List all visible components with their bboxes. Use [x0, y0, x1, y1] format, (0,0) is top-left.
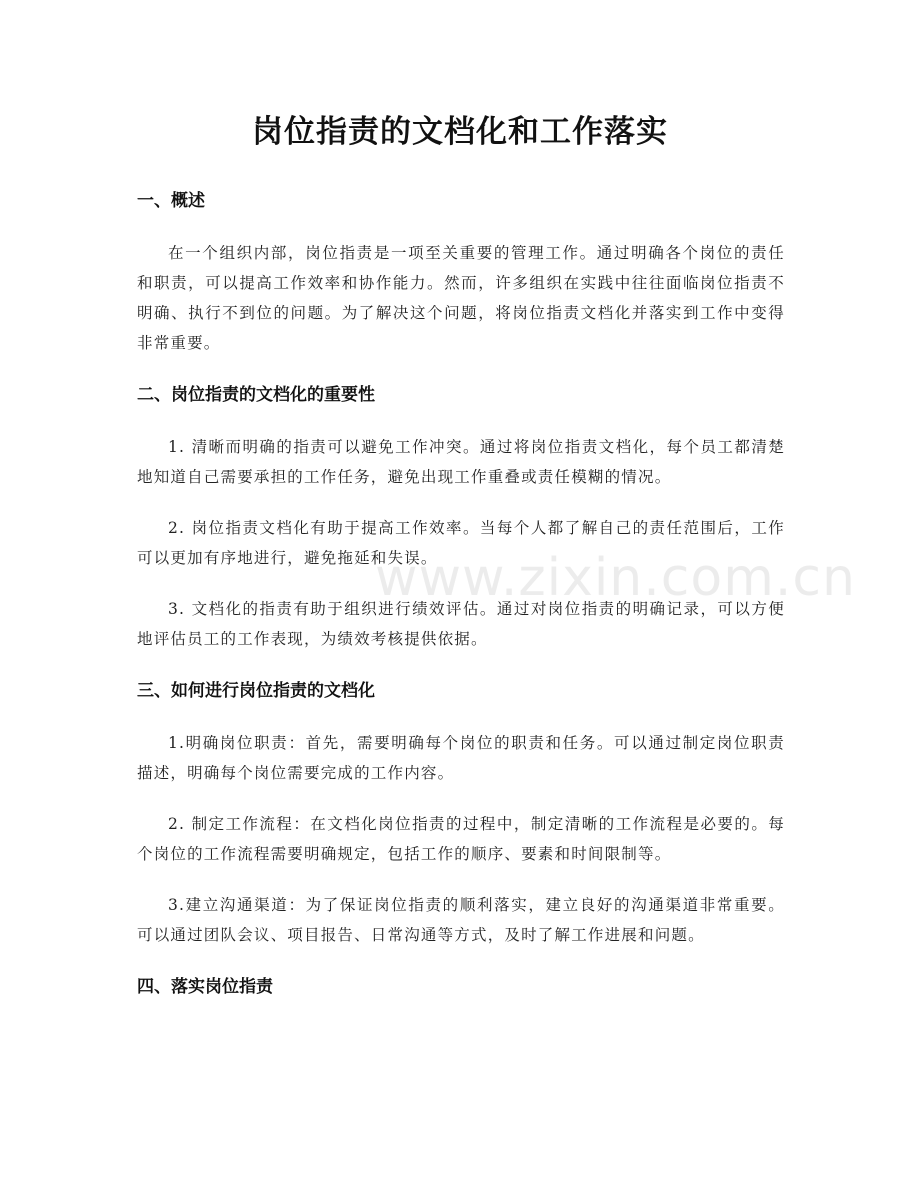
paragraph: 3.建立沟通渠道：为了保证岗位指责的顺利落实，建立良好的沟通渠道非常重要。可以通过团队会议、项目报告、日常沟通等方式，及时了解工作进展和问题。: [137, 896, 785, 944]
document-title: 岗位指责的文档化和工作落实: [252, 114, 668, 150]
watermark: www.zixin.com.cn: [375, 548, 856, 608]
paragraph: 3. 文档化的指责有助于组织进行绩效评估。通过对岗位指责的明确记录，可以方便地评估员工的工作表现，为绩效考核提供依据。: [137, 600, 785, 648]
document-body: [137, 186, 785, 1002]
paragraph: 2. 制定工作流程：在文档化岗位指责的过程中，制定清晰的工作流程是必要的。每个岗位的工作流程需要明确规定，包括工作的顺序、要素和时间限制等。: [137, 815, 785, 863]
paragraph: 在一个组织内部，岗位指责是一项至关重要的管理工作。通过明确各个岗位的责任和职责，可以提高工作效率和协作能力。然而，许多组织在实践中往往面临岗位指责不明确、执行不到位的问题。为了解决这个问题，将岗位指责文档化并落实到工作中变得非常重要。: [137, 244, 785, 352]
section-heading-importance: 二、岗位指责的文档化的重要性: [137, 385, 375, 405]
section-heading-overview: 一、概述: [137, 191, 205, 211]
section-heading-how-to: 三、如何进行岗位指责的文档化: [137, 681, 375, 701]
paragraph: 1. 清晰而明确的指责可以避免工作冲突。通过将岗位指责文档化，每个员工都清楚地知道自己需要承担的工作任务，避免出现工作重叠或责任模糊的情况。: [137, 438, 785, 486]
section-heading-implementation: 四、落实岗位指责: [137, 977, 273, 997]
paragraph: 2. 岗位指责文档化有助于提高工作效率。当每个人都了解自己的责任范围后，工作可以更加有序地进行，避免拖延和失误。: [137, 519, 785, 567]
paragraph: 1.明确岗位职责：首先，需要明确每个岗位的职责和任务。可以通过制定岗位职责描述，明确每个岗位需要完成的工作内容。: [137, 734, 785, 782]
